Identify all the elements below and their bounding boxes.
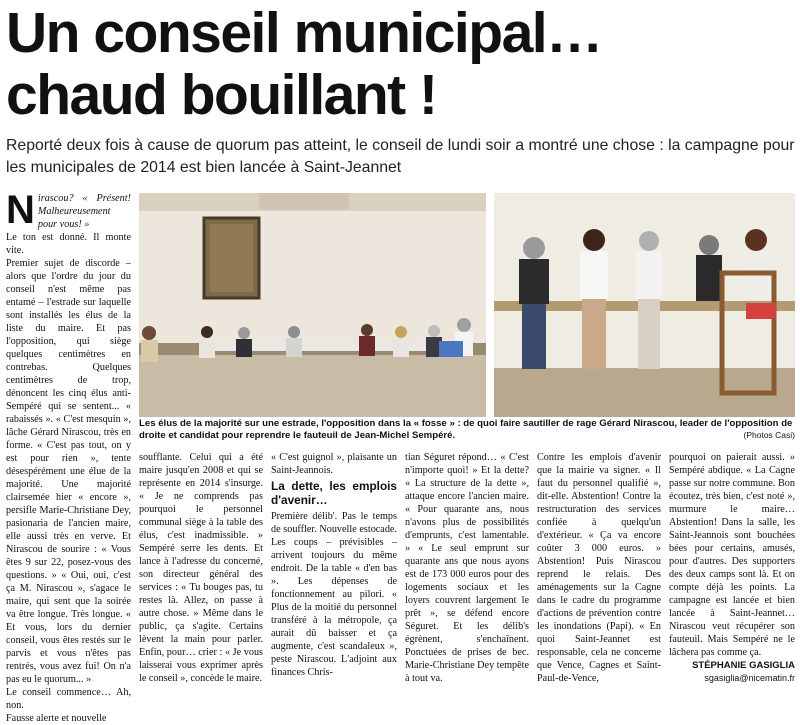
article-column-6 xyxy=(669,451,795,685)
section-subhead: La dette, les emplois d'avenir… xyxy=(271,479,397,507)
headline-line-2: chaud bouillant ! xyxy=(6,63,437,127)
col1-paragraph-4: Le conseil commence… Ah, non. xyxy=(6,687,131,711)
article-column-1 xyxy=(6,188,131,725)
photo-majority-illustration xyxy=(139,193,486,417)
lede: Reporté deux fois à cause de quorum pas atteint, le conseil de lundi soir a montré une chose : la campagne pour les municipales de 2014 est bien lancée à Saint-Jeannet xyxy=(6,137,795,176)
photo-caption xyxy=(139,418,795,441)
article-column-4 xyxy=(405,451,529,685)
drop-cap: N xyxy=(6,188,35,232)
col2-text: soufflante. Celui qui a été maire jusqu'en 2008 et qui se représente en 2014 s'insurge. « Je ne comprends pas pourquoi le personnel communal siège à la table des élus, c'est inadmissible. » Sempéré serre les dents. Et lance à l'adresse du concerné, son directeur général des services : « Tu bouges pas, tu restes là. Allez, on passe à autre chose. » Même dans le public, ça s'agite. Certains lèvent la main pour parler. Enfin, pour… crier : « Je vous laisserai vous exprimer après le conseil », concède le maire. xyxy=(139,452,263,684)
col3-paragraph-1: « C'est guignol », plaisante un Saint-Jeannois. xyxy=(271,452,397,476)
col1-paragraph-3: Premier sujet de discorde – alors que l'ordre du jour du conseil n'est même pas entamé – l'estrade sur laquelle sont installés les élus de la liste du maire. Et pas l'opposition, qui siège quelques centimètres en contrebas. Quelques centimètres de trop, dénoncent les cinq élus anti-Sempéré qui se sentent... « rabaissés ». « C'est mesquin », lâche Gérard Nirascou, très en forme. « C'est pas tout, on y est pour rien », tente désespérément une élue de la majorité. Une majorité clairsemée hier « encore », persifle Marie-Christiane Dey, pasionaria de l'ancien maire, elle aussi très en verve. Et Nirascou de sourire : « Vous êtes 9 sur 22, posez-vous des questions. » « Oui, oui, c'est ça M. Nirascou », s'agace le maire, qui sent que la soirée va être longue. Très longue. « Et vous, lors du dernier conseil, vous êtes restés sur le parvis et vous n'êtes pas rentrés, vous avez fui! On n'a pas eu le quorum... » xyxy=(6,258,131,685)
article-column-2 xyxy=(139,451,263,685)
col5-text: Contre les emplois d'avenir que la mairie va signer. « Il faut du personnel qualifié », dit-elle. Abstention! Contre la restructuration des services confiée à quelqu'un d'extérieur. « Ça va encore coûter 3 000 euros. » Abstention! Puis Nirascou reprend le relais. Des aménagements sur la Cagne dans le cadre du programme d'actions de prévention contre les inondations (Papi). « En quoi Saint-Jeannet est responsable, cela ne concerne que Vence, Cagnes et Saint-Paul-de-Vence, xyxy=(537,452,661,684)
photo-credit: (Photos Casi) xyxy=(743,429,795,440)
col1-paragraph-2: Le ton est donné. Il monte vite. xyxy=(6,232,131,256)
article-column-5 xyxy=(537,451,661,685)
headline xyxy=(6,2,796,126)
caption-text: Les élus de la majorité sur une estrade, l'opposition dans la « fosse » : de quoi faire sautiller de rage Gérard Nirascou, leader de l'opposition de droite et candidat pour reprendre le fauteuil de Jean-Michel Sempéré. xyxy=(139,418,793,441)
author-email: sgasiglia@nicematin.fr xyxy=(704,673,795,683)
photo-majority-on-stage xyxy=(139,193,486,417)
col1-paragraph-1: irascou? « Présent! Malheureusement pour vous! » xyxy=(37,193,131,230)
author-signature: STÉPHANIE GASIGLIA xyxy=(692,660,795,671)
col1-paragraph-5: Fausse alerte et nouvelle xyxy=(6,713,107,724)
photo-opposition-illustration xyxy=(494,193,795,417)
headline-line-1: Un conseil municipal… xyxy=(6,1,602,65)
col3-paragraph-2: Première délib'. Pas le temps de souffler. Nouvelle estocade. Les coups – prévisibles – arrivent toujours du même endroit. De la table « d'en bas ». Les dépenses de fonctionnement au pilori. « Plus de la moitié du personnel transféré à la métropole, ça aurait dû baisser et ça augmente, c'est scandaleux », peste Nirascou. L'adjoint aux finances Chris- xyxy=(271,511,397,678)
photo-opposition-in-pit xyxy=(494,193,795,417)
col4-text: tian Séguret répond… « C'est n'importe quoi! » Et la dette? « La structure de la dette », attaque encore l'ancien maire. « Pour quarante ans, nous n'avons plus de possibilités d'emprunts, c'est lamentable. » « Le seul emprunt sur quarante ans que nous ayons est de 173 000 euros pour des logements sociaux et les loyers couvrent largement le prêt », se défend encore Séguret. Et les délib's égrènent, s'enchaînent. Ponctuées de prises de bec. Marie-Christiane Dey tempête à tout va. xyxy=(405,452,529,684)
article-column-3 xyxy=(271,451,397,679)
col6-text: pourquoi on paierait aussi. » Sempéré abdique. « La Cagne passe sur notre commune. Bon écoutez, très bien, c'est noté », murmure le maire… Abstention! Dans la salle, les Saint-Jeannois sont bouchées bées pour certains, amusés, pour d'autres. Des supporters des deux camps sont là. Et on compte déjà les points. La campagne est lancée et bien lancée à Saint-Jeannet… Nirascou veut récupérer son fauteuil. Mais Sempéré ne le lâchera pas comme ça. xyxy=(669,452,795,658)
